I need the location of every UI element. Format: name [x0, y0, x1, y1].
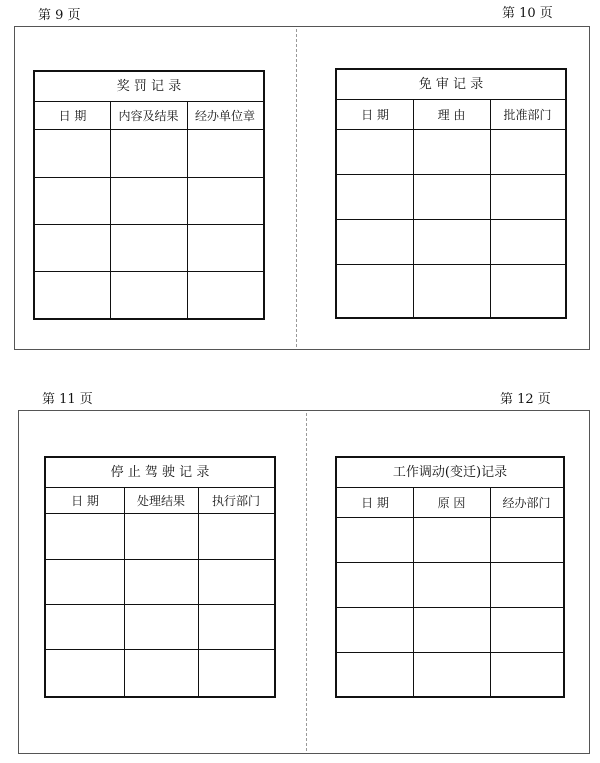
column-divider: [110, 102, 111, 318]
page-label-10: 第 10 页: [502, 6, 553, 21]
fold-line-bottom: [306, 413, 307, 751]
column-header-content: 内容及结果: [110, 102, 187, 130]
row-divider: [337, 652, 563, 653]
column-header-reason: 理 由: [413, 100, 490, 130]
row-divider: [35, 177, 263, 178]
column-header-executing-dept: 执行部门: [198, 488, 274, 514]
column-header-date: 日 期: [46, 488, 124, 514]
form-exemption: [335, 68, 567, 319]
form-title: 奖 罚 记 录: [35, 72, 263, 102]
form-rewards-penalties: [33, 70, 265, 320]
column-header-stamp: 经办单位章: [187, 102, 263, 130]
row-divider: [337, 174, 565, 175]
column-header-cause: 原 因: [413, 488, 490, 518]
column-header-date: 日 期: [35, 102, 110, 130]
column-header-date: 日 期: [337, 100, 413, 130]
form-job-transfer: [335, 456, 565, 698]
row-divider: [337, 264, 565, 265]
page-label-11: 第 11 页: [42, 392, 93, 407]
form-title: 免 审 记 录: [337, 70, 565, 100]
row-divider: [46, 559, 274, 560]
fold-line-top: [296, 29, 297, 347]
form-title: 工作调动(变迁)记录: [337, 458, 563, 488]
column-divider: [198, 488, 199, 696]
row-divider: [46, 604, 274, 605]
column-divider: [413, 100, 414, 317]
column-divider: [124, 488, 125, 696]
column-divider: [187, 102, 188, 318]
form-title: 停 止 驾 驶 记 录: [46, 458, 274, 488]
column-header-date: 日 期: [337, 488, 413, 518]
page-label-12: 第 12 页: [500, 392, 551, 407]
row-divider: [35, 271, 263, 272]
column-header-handling-dept: 经办部门: [490, 488, 563, 518]
page-label-9: 第 9 页: [38, 8, 81, 23]
row-divider: [46, 649, 274, 650]
form-driving-suspension: [44, 456, 276, 698]
column-divider: [490, 488, 491, 696]
column-divider: [413, 488, 414, 696]
row-divider: [337, 607, 563, 608]
column-header-result: 处理结果: [124, 488, 198, 514]
column-header-approval-dept: 批准部门: [490, 100, 565, 130]
column-divider: [490, 100, 491, 317]
row-divider: [337, 562, 563, 563]
row-divider: [35, 224, 263, 225]
row-divider: [337, 219, 565, 220]
